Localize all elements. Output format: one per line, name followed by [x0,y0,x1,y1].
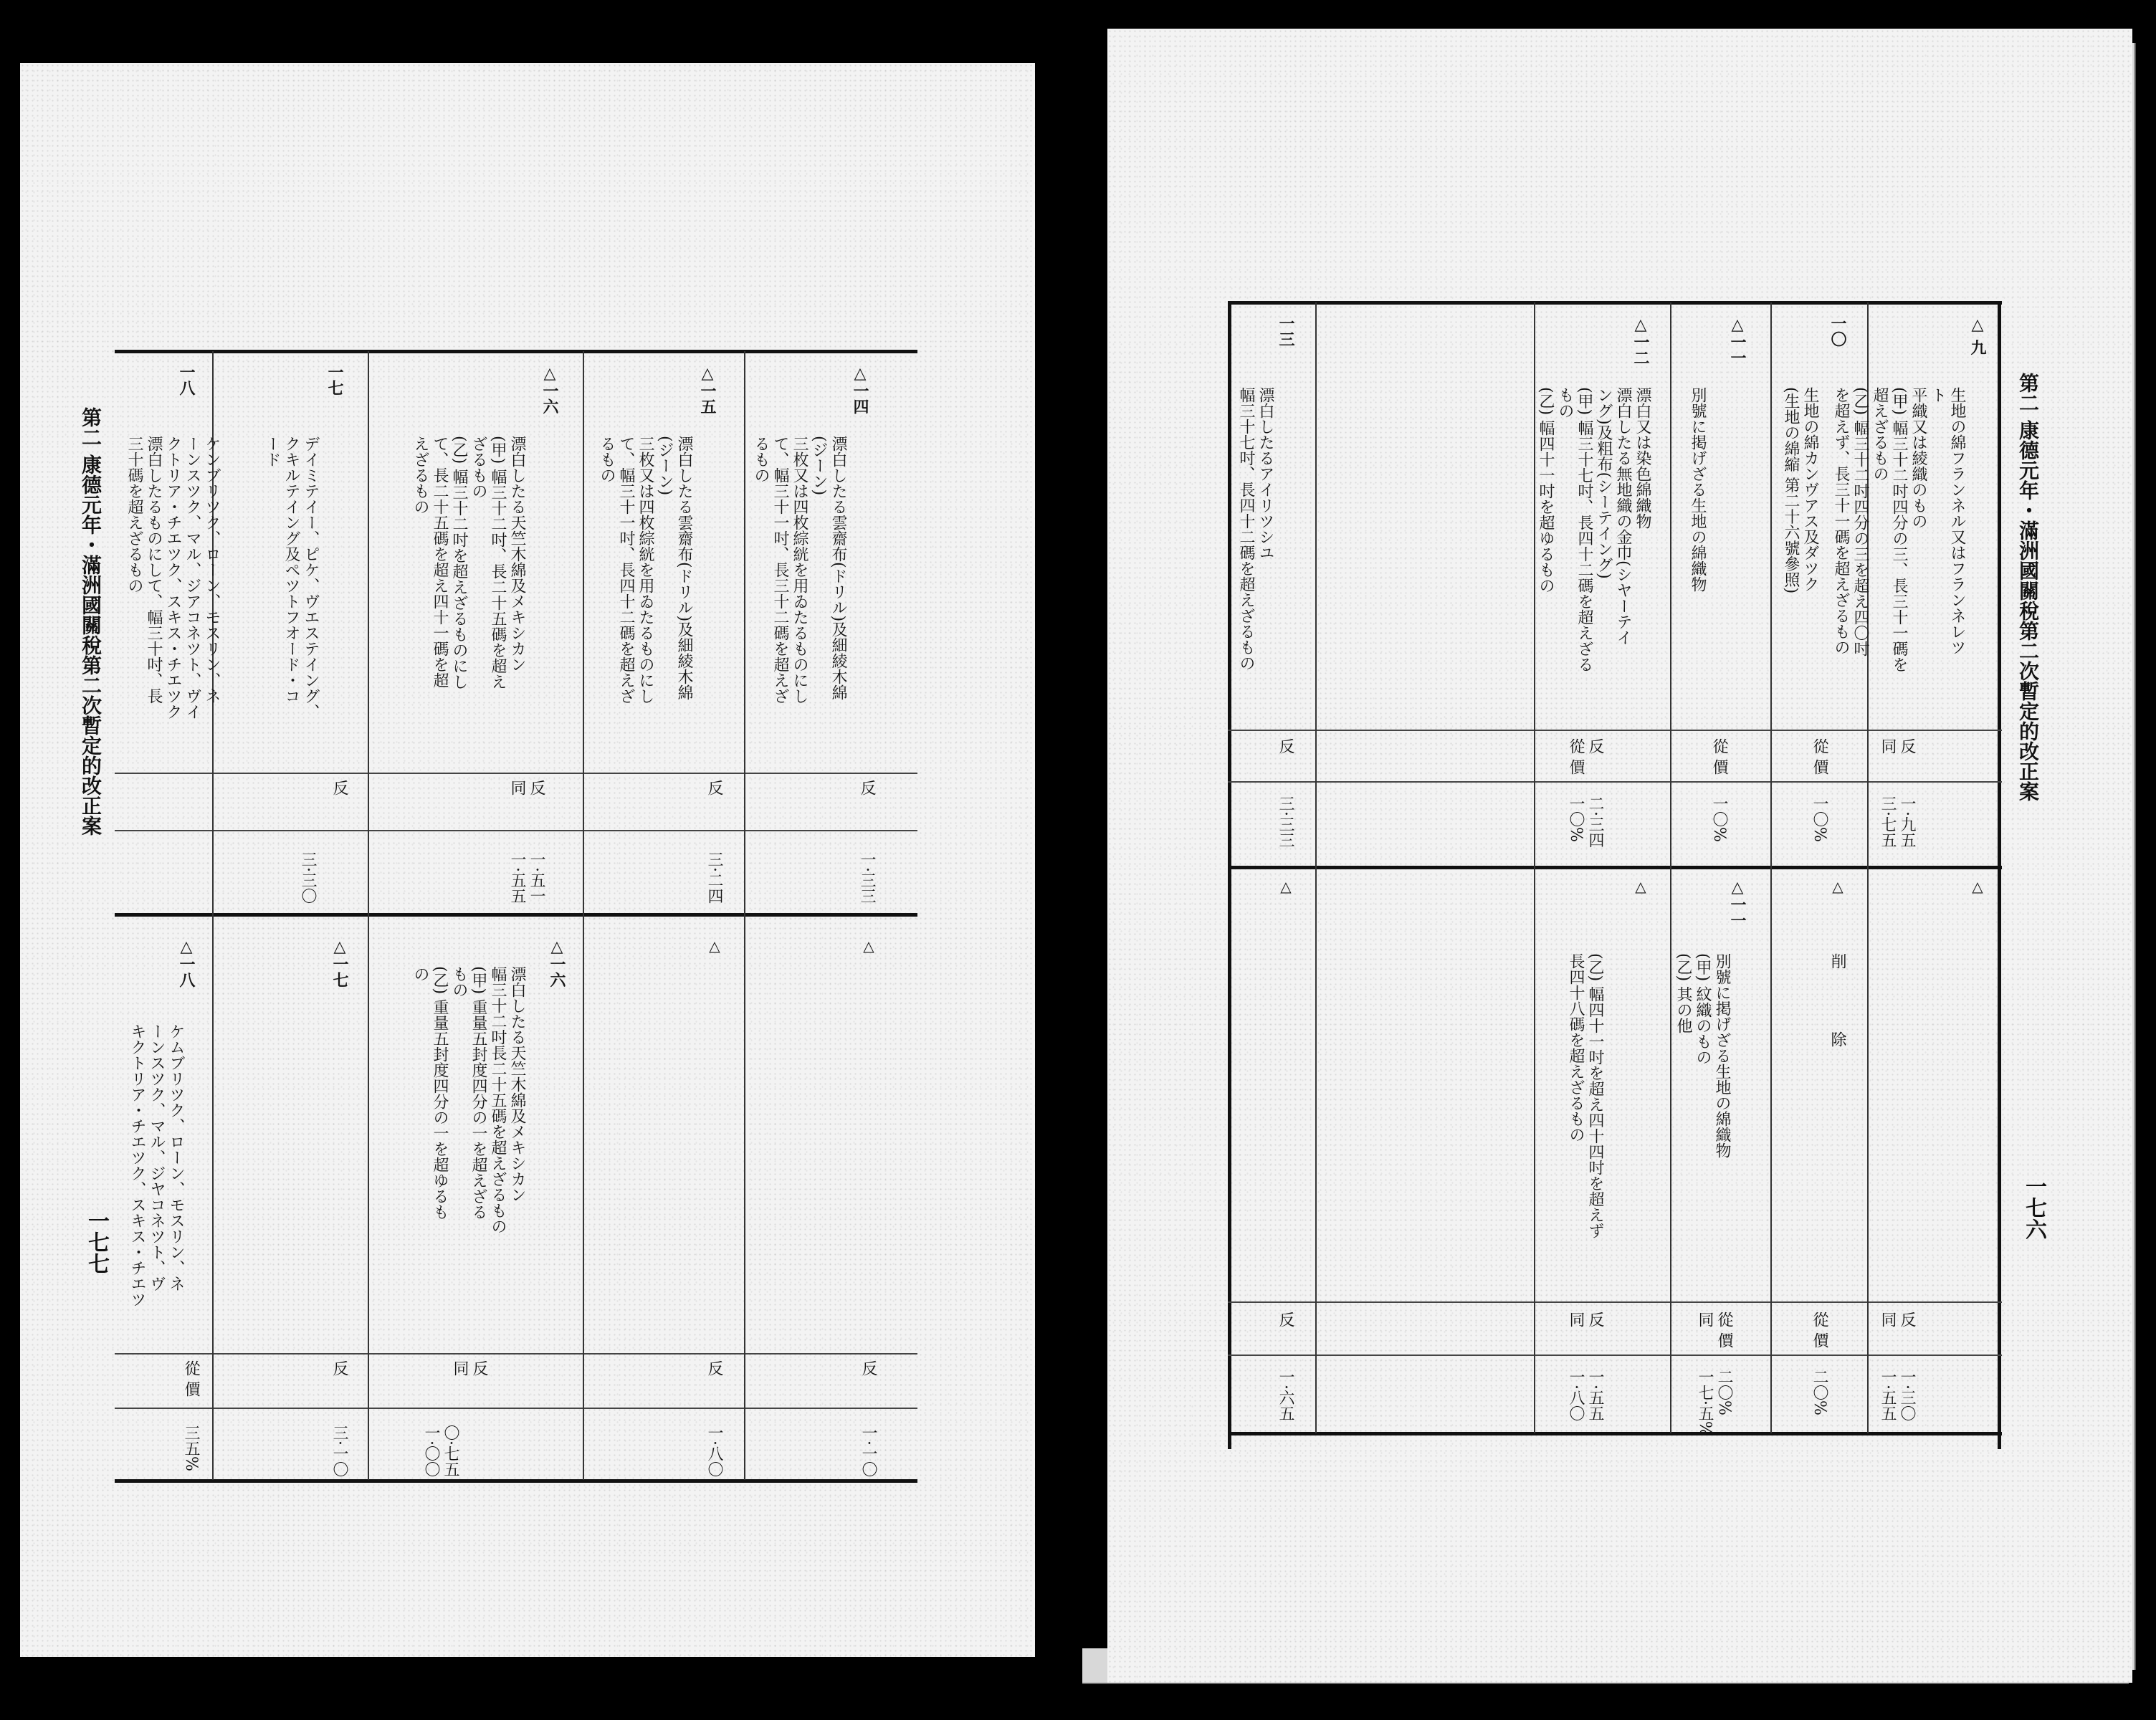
duty-type: 反 [858,780,876,796]
duty-type: 反 從 價 [1567,738,1604,775]
duty-type: 從 價 [182,1360,200,1397]
duty-type: 反 [705,780,723,796]
duty-type: 反 同 [451,1360,488,1376]
duty-rate: 二·三四 一〇% [1567,796,1604,848]
duty-type: 反 [1277,738,1294,754]
item-number: △ 九 [1968,315,1987,355]
item-number: 一八 [177,364,196,396]
duty-rate: 一·六五 [1277,1369,1294,1421]
item-description: 別號に掲げざる生地の綿織物 [1689,387,1707,592]
duty-type: 從 價 [1710,738,1728,775]
col-rule [1534,302,1535,1433]
lower-rate-rule [1228,1354,2002,1356]
running-header: 第二 康德元年・滿洲國關稅第二次暫定的改正案 [79,407,102,836]
item-number: △一八 [177,937,196,988]
duty-rate: 一·五五 一·八〇 [1567,1369,1604,1421]
table-top-rule [115,350,917,353]
duty-rate: 三·三〇 [299,851,317,904]
left-page [20,63,1035,1657]
item-description: 生地の綿フランネル又はフランネレツ ト 平織又は綾織のもの (甲) 幅三十二吋四分の三、長三十一碼を 超えざるもの (乙) 幅三十二吋四分の三を超え四〇吋 を超えず、長三十一碼を超えざるもの [1832,387,1966,673]
duty-type: 反 [330,1360,348,1376]
page-number: 一七七 [84,1210,109,1274]
item-number: △一四 [851,364,869,414]
duty-rate: 二〇% [1811,1369,1828,1415]
duty-rate: 一·五一 一·五五 [508,851,545,904]
item-description: (乙) 幅四十一吋を超え四十四吋を超えず 長四十八碼を超えざるもの [1567,953,1604,1239]
duty-rate: 一·三三 [858,851,876,904]
duty-rate: 一〇% [1811,796,1828,842]
item-number: △ [1277,878,1294,895]
item-number: △ [1632,878,1649,895]
item-number: △一五 [698,364,717,414]
item-number: △一七 [330,937,349,988]
lower-rate-rule [115,1408,917,1409]
duty-rate: 三·二四 [705,851,723,904]
duty-type: 從 價 同 [1696,1312,1733,1348]
page-number: 一七六 [2021,1175,2046,1240]
duty-rate: 〇·七五 一·〇〇 [422,1425,459,1477]
col-rule [1670,302,1671,1433]
duty-type: 反 [330,780,348,796]
duty-rate: 二〇% 一七·五% [1696,1369,1733,1436]
duty-rate: 三·一〇 [330,1425,348,1477]
item-description: 漂白したる雲齋布(ドリル)及細綾木綿 (ジーン) 三枚又は四枚綜絖を用ゐたるものにし て、幅三十一吋、長四十二碼を超えざ るもの [598,436,693,704]
item-description: ケンブリツク、ローン、モスリン、ネ ーンスツク、マル、ジアコネツト、ヴイ クトリア・チエツク、スキス・チエツク 漂白したるものにして、幅三十吋、長 三十碼を超えざるもの [125,436,221,720]
duty-type: 反 [705,1360,723,1376]
table-right-rule [1998,302,2001,1449]
item-description: 漂白したる雲齋布(ドリル)及細綾木綿 (ジーン) 三枚又は四枚綜絖を用ゐたるものにし て、幅三十一吋、長三十二碼を超えざ るもの [752,436,847,704]
right-page [1107,29,2132,1683]
item-number: △一一 [1728,878,1747,928]
duty-type: 反 同 [1879,738,1916,754]
duty-rate: 一·三〇 一·五五 [1879,1369,1916,1421]
table-left-rule [1228,302,1231,1449]
duty-type: 反 同 [508,780,545,796]
item-number: 一七 [325,364,344,396]
table-middle-rule [115,913,917,917]
running-header: 第二 康德元年・滿洲國關稅第二次暫定的改正案 [2016,373,2040,801]
item-description: 生地の綿カンヴアス及ダツク (生地の綿縮 第二十六號參照) [1782,387,1819,594]
upper-rate-rule [115,830,917,831]
item-description: デイミテイー、ピケ、ヴエステイング、 クキルテイング及ペツトフオード・コ ード [263,436,320,720]
item-number: △一二 [1631,315,1650,366]
item-number: 一〇 [1828,315,1847,347]
lower-type-rule [1228,1301,2002,1303]
col-rule [368,351,369,1480]
item-number: △ [1829,878,1846,895]
upper-rate-rule [1228,781,2002,783]
item-number: △一一 [1728,315,1747,366]
duty-rate: 三·三三 [1277,796,1294,848]
col-rule [1315,302,1317,1433]
item-description: 別號に掲げざる生地の綿織物 (甲) 紋織のもの (乙) 其の他 [1674,953,1731,1158]
item-description: 漂白したる天竺木綿及メキシカン 幅三十二吋長二十五碼を超えざるもの (甲) 重量五封度四分の一を超えざる もの (乙) 重量五封度四分の一を超ゆるも の [411,966,526,1234]
duty-type: 反 [859,1360,877,1376]
upper-type-rule [115,773,917,774]
item-number: △ [860,937,877,955]
item-description: 漂白又は染色綿織物 漂白したる無地織の金巾(シヤーテイ ング)及粗布(シーテイング) (甲) 幅三十七吋、長四十二碼を超えざる もの (乙) 幅四十一吋を超ゆるもの [1537,387,1651,673]
table-bottom-rule [1228,1432,2002,1435]
duty-type: 反 同 [1567,1312,1604,1327]
duty-type: 反 同 [1879,1312,1916,1327]
item-description: 削 除 [1828,953,1846,1076]
table-middle-rule [1228,866,2002,869]
upper-type-rule [1228,730,2002,731]
item-number: △一六 [540,364,559,414]
duty-type: 從 價 [1811,738,1828,775]
duty-rate: 一·八〇 [705,1425,723,1477]
lower-type-rule [115,1353,917,1354]
item-number: 一三 [1277,315,1295,347]
duty-rate: 三五% [182,1425,200,1471]
item-number: △ [706,937,723,955]
duty-type: 從 價 [1811,1312,1828,1348]
col-rule [583,351,584,1480]
table-top-rule [1228,301,2002,305]
item-description: ケムブリツク、ローン、モスリン、ネ ーンスツク、マル、ジヤコネツト、ヴ キクトリア・チエツク、スキス・チエツ [128,1023,185,1307]
duty-rate: 一·一〇 [859,1425,877,1477]
duty-type: 反 [1277,1312,1294,1327]
col-rule [1770,302,1772,1433]
item-description: 漂白したるアイリツシユ 幅三十七吋、長四十二碼を超えざるもの [1237,387,1274,671]
duty-rate: 一·九五 三·七五 [1879,796,1916,848]
item-number: △ [1969,878,1986,895]
table-bottom-rule [115,1479,917,1483]
item-number: △一六 [548,937,566,988]
item-description: 漂白したる天竺木綿及メキシカン (甲) 幅三十二吋、長二十五碼を超え ざるもの (乙) 幅三十二吋を超えざるものにし て、長二十五碼を超え四十一碼を超 えざるもの [411,436,526,690]
col-rule [744,351,745,1480]
duty-rate: 一〇% [1710,796,1728,842]
